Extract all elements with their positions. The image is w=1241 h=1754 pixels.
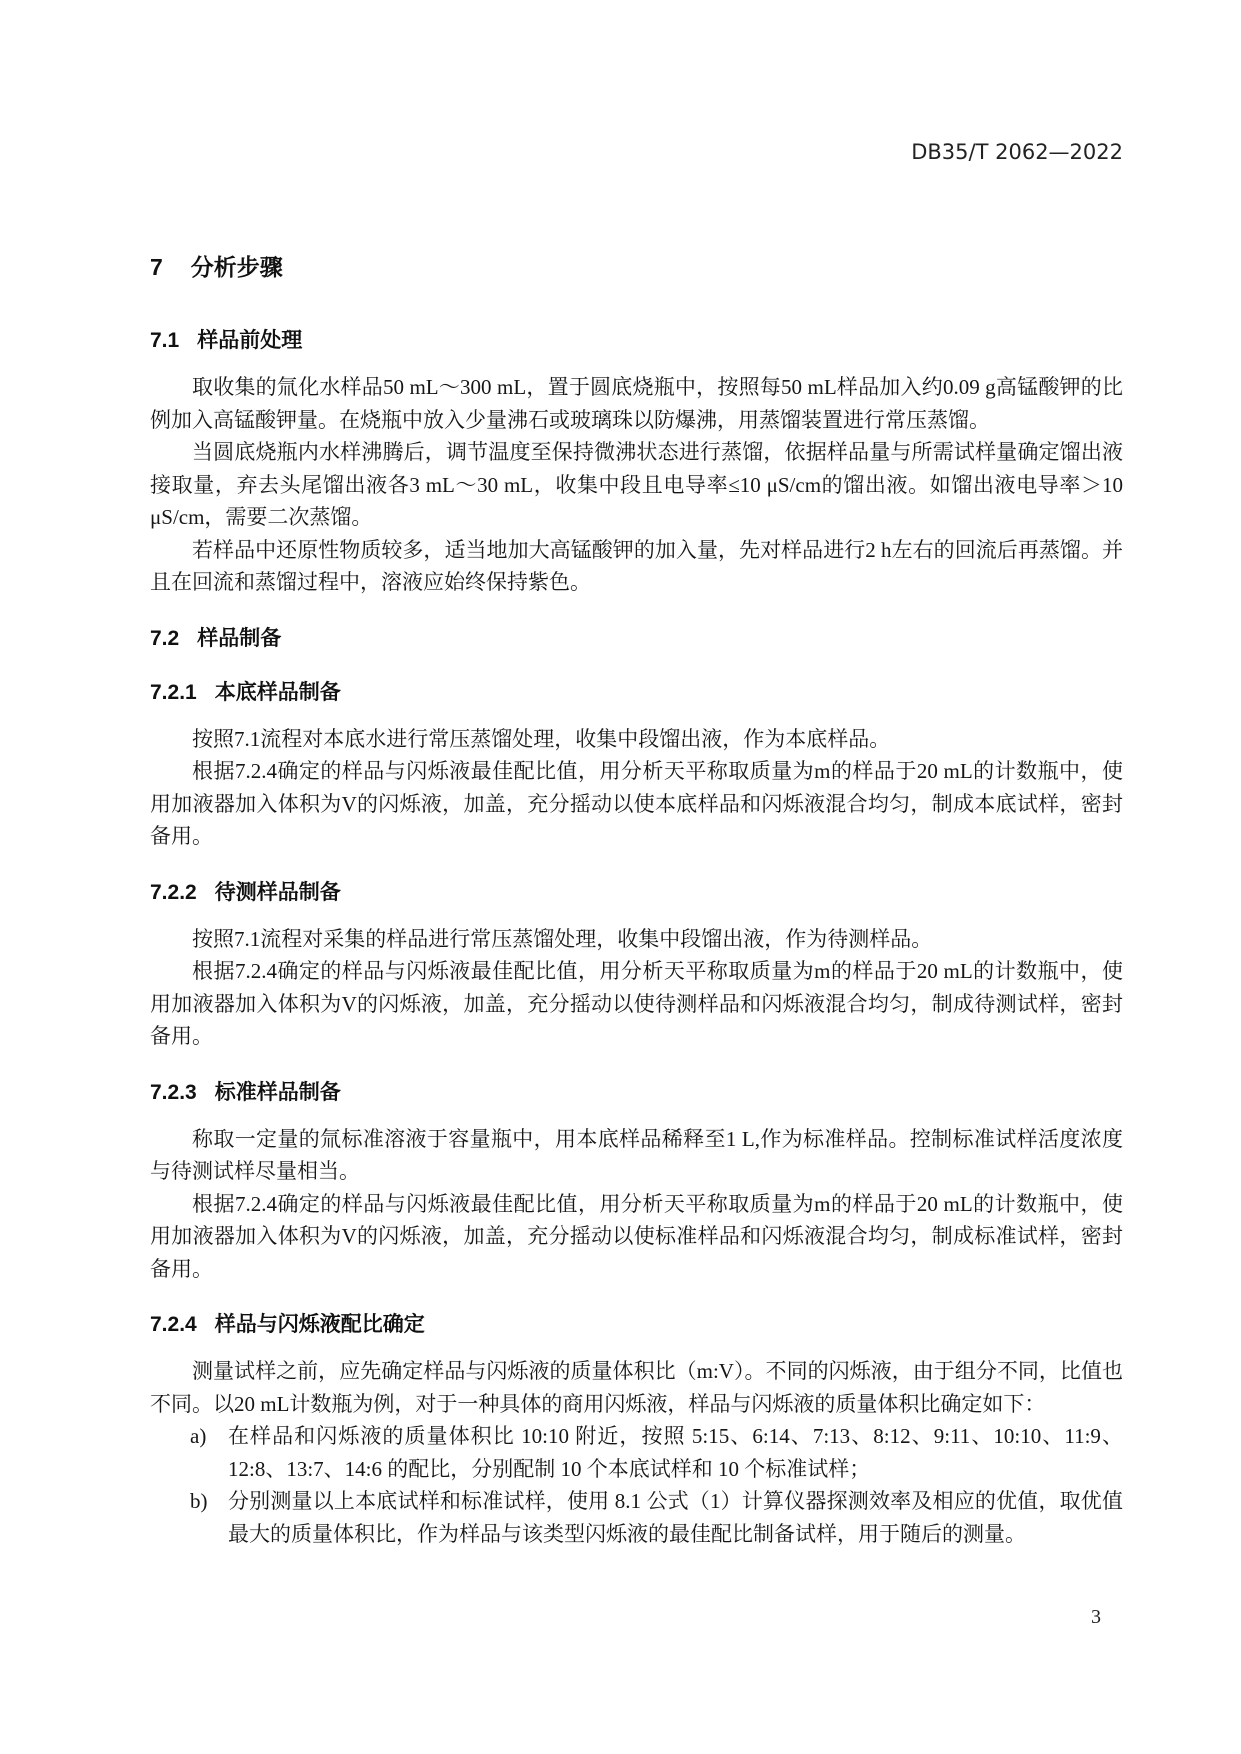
section-title: 分析步骤 [190, 254, 283, 280]
section-heading-7-2-3 [150, 1079, 1123, 1107]
paragraph: 若样品中还原性物质较多，适当地加大高锰酸钾的加入量，先对样品进行2 h左右的回流后再蒸馏。并且在回流和蒸馏过程中，溶液应始终保持紫色。 [150, 537, 1123, 594]
section-number: 7.2 [150, 626, 180, 650]
section-heading-7-2-2 [150, 879, 1123, 907]
section-title: 标准样品制备 [214, 1080, 341, 1104]
section-number: 7.2.4 [150, 1313, 197, 1336]
section-number: 7.1 [150, 329, 180, 352]
section-title: 样品与闪烁液配比确定 [214, 1313, 425, 1336]
page-number: 3 [1091, 1606, 1101, 1628]
section-heading-7-2-4 [150, 1311, 1123, 1339]
section-title: 样品前处理 [197, 329, 303, 352]
list-item [150, 1485, 1123, 1550]
section-heading-7-2 [150, 625, 1123, 653]
section-title: 待测样品制备 [214, 880, 341, 904]
list-item-text: 分别测量以上本底试样和标准试样，使用 8.1 公式（1）计算仪器探测效率及相应的优值，取优值最大的质量体积比，作为样品与该类型闪烁液的最佳配比制备试样，用于随后的测量。 [228, 1489, 1123, 1546]
section-number: 7.2.3 [150, 1080, 197, 1104]
list-item-text: 在样品和闪烁液的质量体积比 10:10 附近，按照 5:15、6:14、7:13、8:12、9:11、10:10、11:9、12:8、13:7、14:6 的配比，分别配制 10 个本底试样和 10 个标准试样； [228, 1424, 1123, 1481]
section-number: 7.2.2 [150, 880, 197, 904]
section-title: 本底样品制备 [214, 680, 341, 704]
section-heading-7-1 [150, 327, 1123, 355]
section-heading-7 [150, 253, 1123, 281]
list-item-label: b) [190, 1489, 208, 1513]
paragraph: 测量试样之前，应先确定样品与闪烁液的质量体积比（m:V）。不同的闪烁液，由于组分不同，比值也不同。以20 mL计数瓶为例，对于一种具体的商用闪烁液，样品与闪烁液的质量体积比确定如下： [150, 1359, 1123, 1416]
document-body [150, 253, 1123, 1550]
section-number: 7 [150, 254, 163, 280]
paragraph: 根据7.2.4确定的样品与闪烁液最佳配比值，用分析天平称取质量为m的样品于20 mL的计数瓶中，使用加液器加入体积为V的闪烁液，加盖，充分摇动以使本底样品和闪烁液混合均匀，制成本底试样，密封备用。 [150, 759, 1123, 848]
standard-number-header: DB35/T 2062—2022 [911, 140, 1123, 164]
section-heading-7-2-1 [150, 679, 1123, 707]
paragraph: 按照7.1流程对本底水进行常压蒸馏处理，收集中段馏出液，作为本底样品。 [192, 726, 891, 751]
section-title: 样品制备 [197, 626, 282, 650]
paragraph: 根据7.2.4确定的样品与闪烁液最佳配比值，用分析天平称取质量为m的样品于20 mL的计数瓶中，使用加液器加入体积为V的闪烁液，加盖，充分摇动以使标准样品和闪烁液混合均匀，制成标准试样，密封备用。 [150, 1191, 1123, 1281]
section-number: 7.2.1 [150, 680, 197, 704]
paragraph: 当圆底烧瓶内水样沸腾后，调节温度至保持微沸状态进行蒸馏，依据样品量与所需试样量确定馏出液接取量，弃去头尾馏出液各3 mL～30 mL，收集中段且电导率≤10 μS/cm的馏出液。如馏出液电导率＞10 μS/cm，需要二次蒸馏。 [150, 440, 1123, 529]
paragraph: 按照7.1流程对采集的样品进行常压蒸馏处理，收集中段馏出液，作为待测样品。 [192, 926, 933, 951]
paragraph: 称取一定量的氚标准溶液于容量瓶中，用本底样品稀释至1 L,作为标准样品。控制标准试样活度浓度与待测试样尽量相当。 [150, 1126, 1123, 1183]
paragraph: 根据7.2.4确定的样品与闪烁液最佳配比值，用分析天平称取质量为m的样品于20 mL的计数瓶中，使用加液器加入体积为V的闪烁液，加盖，充分摇动以使待测样品和闪烁液混合均匀，制成待测试样，密封备用。 [150, 959, 1123, 1048]
list-item [150, 1420, 1123, 1485]
list-item-label: a) [190, 1424, 207, 1448]
paragraph: 取收集的氚化水样品50 mL～300 mL，置于圆底烧瓶中，按照每50 mL样品加入约0.09 g高锰酸钾的比例加入高锰酸钾量。在烧瓶中放入少量沸石或玻璃珠以防爆沸，用蒸馏装置进行常压蒸馏。 [150, 375, 1123, 432]
